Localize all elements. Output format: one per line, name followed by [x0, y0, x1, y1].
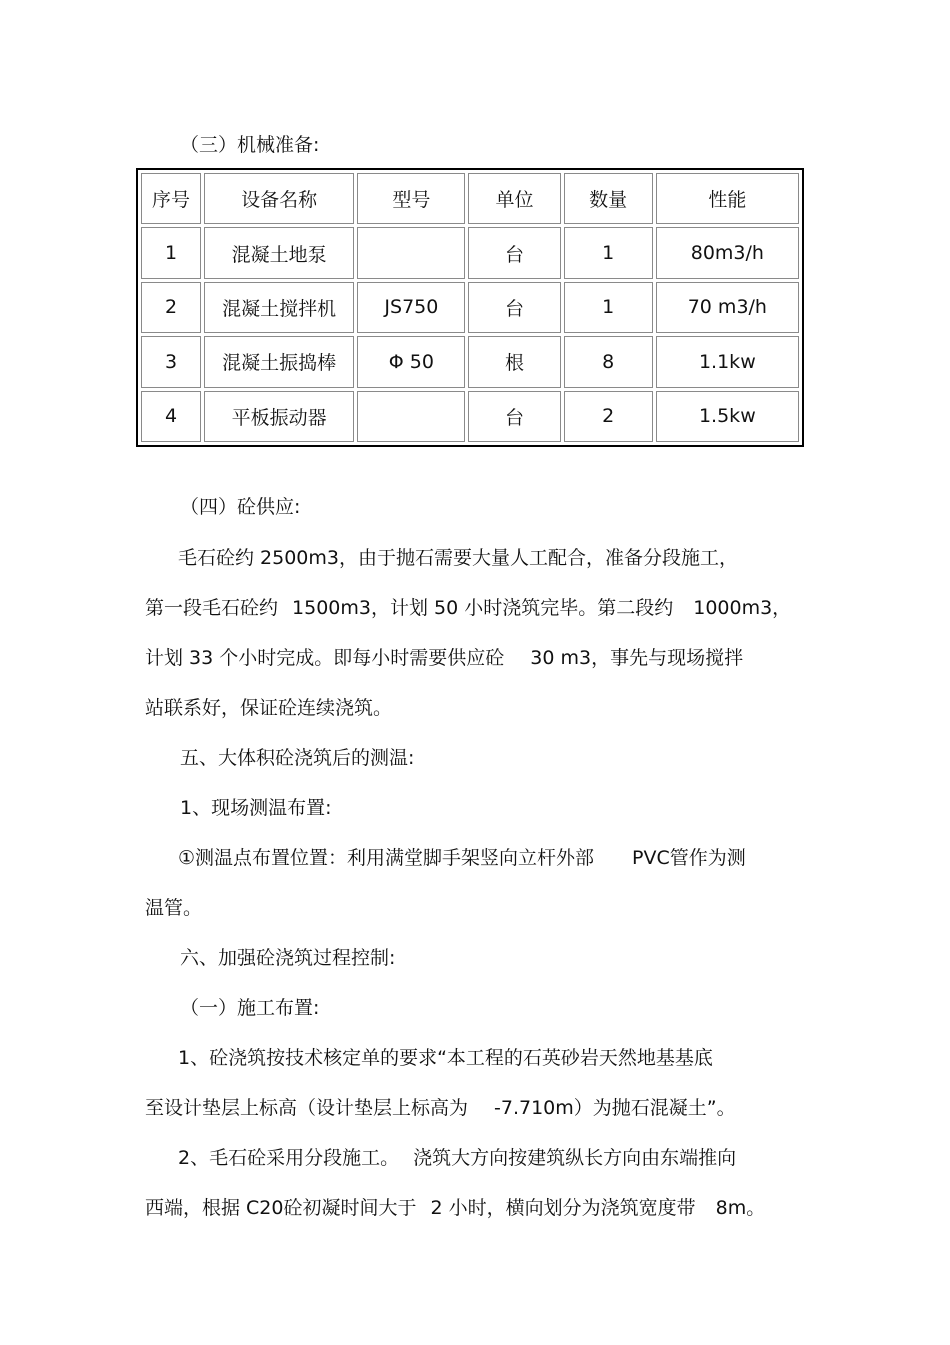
text-fragment: PVC管作为测	[632, 847, 746, 869]
table-cell: JS750	[357, 282, 465, 333]
text-fragment: 2、毛石砼采用分段施工。	[178, 1147, 400, 1169]
text-fragment: -7.710m）为抛石混凝土”。	[494, 1097, 736, 1119]
table-row	[141, 282, 799, 333]
section-heading-temperature: 五、大体积砼浇筑后的测温:	[180, 747, 415, 769]
paragraph-line	[145, 1193, 765, 1220]
table-cell: 70 m3/h	[656, 282, 799, 333]
table-row	[141, 336, 799, 387]
table-cell	[357, 391, 465, 442]
table-row	[141, 391, 799, 442]
table-cell: 4	[141, 391, 201, 442]
text-fragment: 计划 33 个小时完成。即每小时需要供应砼	[145, 647, 505, 669]
table-cell: 台	[468, 227, 560, 278]
header-cell: 单位	[468, 173, 560, 224]
paragraph-line: 毛石砼约 2500m3，由于抛石需要大量人工配合，准备分段施工，	[178, 547, 738, 569]
text-fragment: 至设计垫层上标高（设计垫层上标高为	[145, 1097, 469, 1119]
paragraph-line: 站联系好，保证砼连续浇筑。	[145, 697, 393, 719]
section-heading-machinery: （三）机械准备:	[180, 134, 320, 156]
text-fragment: 浇筑大方向按建筑纵长方向由东端推向	[413, 1147, 737, 1169]
table-cell: 混凝土地泵	[204, 227, 354, 278]
table-row	[141, 227, 799, 278]
header-cell: 序号	[141, 173, 201, 224]
table-cell: 混凝土搅拌机	[204, 282, 354, 333]
paragraph-line: 1、砼浇筑按技术核定单的要求“本工程的石英砂岩天然地基基底	[178, 1047, 713, 1069]
table-cell: 台	[468, 391, 560, 442]
table-cell: 2	[141, 282, 201, 333]
text-fragment: 8m。	[715, 1197, 766, 1219]
text-fragment: 第一段毛石砼约	[145, 597, 279, 619]
table-header-row	[141, 173, 799, 224]
table-cell: 8	[564, 336, 653, 387]
header-cell: 性能	[656, 173, 799, 224]
table-cell: 1	[564, 227, 653, 278]
section-heading-concrete-supply: （四）砼供应:	[180, 496, 301, 518]
section-heading-process-control: 六、加强砼浇筑过程控制:	[180, 947, 396, 969]
text-fragment: ①测温点布置位置：利用满堂脚手架竖向立杆外部	[178, 847, 595, 869]
table-cell: 1	[141, 227, 201, 278]
table-cell: Φ 50	[357, 336, 465, 387]
paragraph-line	[178, 843, 746, 870]
table-cell: 台	[468, 282, 560, 333]
text-fragment: 1500m3，计划 50 小时浇筑完毕。第二段约	[292, 597, 674, 619]
table-cell: 80m3/h	[656, 227, 799, 278]
subsection-heading: 1、现场测温布置:	[180, 797, 332, 819]
paragraph-line	[145, 1093, 736, 1120]
table-cell: 根	[468, 336, 560, 387]
paragraph-line	[145, 593, 791, 620]
table-cell: 1.1kw	[656, 336, 799, 387]
paragraph-line: 温管。	[145, 897, 203, 919]
header-cell: 数量	[564, 173, 653, 224]
table-cell: 1.5kw	[656, 391, 799, 442]
machinery-table	[136, 168, 804, 447]
table-cell: 混凝土振捣棒	[204, 336, 354, 387]
text-fragment: 2 小时，横向划分为浇筑宽度带	[430, 1197, 696, 1219]
text-fragment: 西端，根据 C20砼初凝时间大于	[145, 1197, 417, 1219]
text-fragment: 1000m3，	[693, 597, 792, 619]
table-cell: 1	[564, 282, 653, 333]
text-fragment: 30 m3，事先与现场搅拌	[530, 647, 744, 669]
table-cell: 2	[564, 391, 653, 442]
table-cell: 平板振动器	[204, 391, 354, 442]
paragraph-line	[145, 643, 743, 670]
header-cell: 型号	[357, 173, 465, 224]
table-cell	[357, 227, 465, 278]
paragraph-line	[178, 1143, 736, 1170]
table-cell: 3	[141, 336, 201, 387]
header-cell: 设备名称	[204, 173, 354, 224]
subsection-heading: （一）施工布置:	[180, 997, 320, 1019]
